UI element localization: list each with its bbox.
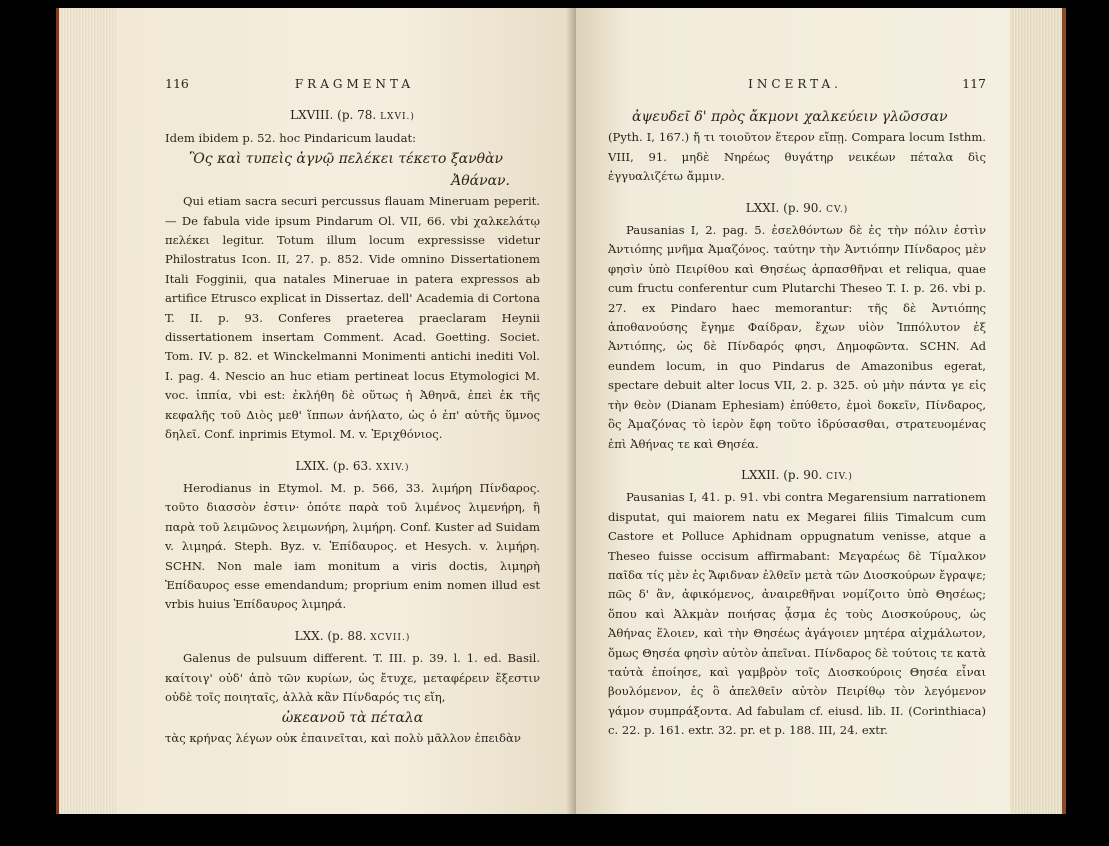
open-book: [56, 8, 1066, 814]
page-edges-left: [56, 8, 121, 814]
section-body: Pausanias I, 2. pag. 5. ἐσελθόντων δὲ ἐς τὴν πόλιν ἐστὶν Ἀντιόπης μνῆμα Ἀμαζόνος. ταύτην τὴν Ἀντιόπην Πίνδαρος μὲν φησὶν ὑπὸ Πειρίθου καὶ Θησέως ἁρπασθῆναι et reliqua, quae cum fructu conferentur cum Plutarchi Theseo T. I. p. 26. vbi p. 27. ex Pindaro haec memorantur: τῆς δὲ Ἀντιόπης ἀποθανούσης ἔγημε Φαίδραν, ἔχων υἱὸν Ἱππόλυτον ἐξ Ἀντιόπης, ὡς δὲ Πίνδαρός φησι, Δημοφῶντα. SCHN. Ad eundem locum, in quo Pindarus de Amazonibus egerat, spectare debuit alter locus VII, 2. p. 325. οὐ μὴν πάντα γε εἰς τὴν θεὸν (Dianam Ephesiam) ἐπύθετο, ἐμοὶ δοκεῖν, Πίνδαρος, ὃς Ἀμαζόνας τὸ ἱερὸν ἔφη τοῦτο ἱδρύσασθαι, στρατευομένας ἐπὶ Ἀθήνας τε καὶ Θησέα.: [608, 223, 986, 451]
left-page: [116, 8, 576, 814]
right-running-head: [608, 74, 986, 94]
section-body: Qui etiam sacra securi percussus flauam Mineruam peperit. — De fabula vide ipsum Pindarum Ol. VII, 66. vbi χαλκελάτῳ πελέκει legitur. Totum illum locum expressisse videtur Philostratus Icon. II, 27. p. 852. Vide omnino Dissertationem Itali Fogginii, qua natales Mineruae in patera expressos ab artifice Etrusco explicat in Dissertaz. dell' Academia di Cortona T. II. p. 93. Conferes praeterea praeclaram Heynii dissertationem insertam Comment. Acad. Goetting. Societ. Tom. IV. p. 82. et Winckelmanni Monimenti antichi inediti Vol. I. pag. 4. Nescio an huc etiam pertineat locus Etymologici M. voc. ἱππία, vbi est: ἐκλήθη δὲ οὕτως ἡ Ἀθηνᾶ, ἐπεὶ ἐκ τῆς κεφαλῆς τοῦ Διὸς μεθ' ἵππων ἀνήλατο, ὡς ὁ ἐπ' αὐτῆς ὕμνος δηλεῖ. Conf. inprimis Etymol. M. v. Ἐριχθόνιος.: [165, 194, 540, 442]
section-heading-lxix: LXIX. (p. 63. XXIV.): [295, 458, 410, 473]
left-column: [165, 74, 540, 749]
section-heading-lxxi: LXXI. (p. 90. CV.): [745, 200, 849, 215]
right-column: [608, 74, 986, 741]
right-page: [576, 8, 1016, 814]
section-body: Pausanias I, 41. p. 91. vbi contra Megarensium narrationem disputat, qui maiorem natu ex Megarei filiis Timalcum cum Castore et Polluce Aphidnam oppugnatum venisse, atque a Theseo fuisse occisum affirmabant: Μεγαρέως δὲ Τίμαλκον παῖδα τίς μὲν ἐς Ἄφιδναν ἐλθεῖν μετὰ τῶν Διοσκούρων ἔγραψε; πῶς δ' ἂν, ἀφικόμενος, ἀναιρεθῆναι νομίζοιτο ὑπὸ Θησέως; ὅπου καὶ Ἀλκμὰν ποιήσας ᾆσμα ἐς τοὺς Διοσκούρους, ὡς Ἀθήνας ἕλοιεν, καὶ τὴν Θησέως ἀγάγοιεν μητέρα αἰχμάλωτον, ὅμως Θησέα φησὶν αὐτὸν ἀπεῖναι. Πίνδαρος δὲ τούτοις τε κατὰ ταὐτὰ ἐποίησε, καὶ γαμβρὸν τοῖς Διοσκούροις Θησέα εἶναι βουλόμενον, ἐς ὃ ἀπελθεῖν αὐτὸν Πειρίθῳ τὸν λεγόμενον γάμον συμπράξοντα. Ad fabulam cf. eiusd. lib. II. (Corinthiaca) c. 22. p. 161. extr. 32. pr. et p. 188. III, 24. extr.: [608, 490, 986, 738]
section-intro: Idem ibidem p. 52. hoc Pindaricum laudat:: [165, 130, 417, 145]
section-tail: τὰς κρήνας λέγων οὐκ ἐπαινεῖται, καὶ πολὺ μᾶλλον ἐπειδὰν: [165, 731, 521, 746]
greek-quote-line2: Ἀθάναν.: [451, 173, 510, 190]
right-running-title: INCERTA.: [748, 77, 842, 91]
left-page-number: 116: [165, 76, 189, 91]
right-page-number: 117: [962, 76, 986, 91]
section-heading-lxviii: LXVIII. (p. 78. LXVI.): [290, 108, 415, 123]
section-body: Herodianus in Etymol. M. p. 566, 33. λιμήρη Πίνδαρος. τοῦτο διασσὸν ἐστιν· ὁπότε παρὰ τοῦ λιμένος λιμενήρη, ἢ παρὰ τοῦ λειμῶνος λειμωνήρη, λιμήρη. Conf. Kuster ad Suidam v. λιμηρά. Steph. Byz. v. Ἐπίδαυρος. et Hesych. v. λιμήρη. SCHN. Non male iam monitum a viris doctis, λιμηρὴ Ἐπίδαυρος esse emendandum; proprium enim nomen illud est vrbis huius Ἐπίδαυρος λιμηρά.: [165, 480, 540, 612]
page-edges-right: [1010, 8, 1066, 814]
opening-body: (Pyth. I, 167.) ἤ τι τοιοῦτον ἕτερον εἴπῃ. Compara locum Isthm. VIII, 91. μηδὲ Νηρέως θυγάτηρ νεικέων πέταλα δὶς ἐγγυαλιζέτω ἄμμιν.: [608, 130, 986, 184]
greek-quote: ὠκεανοῦ τὰ πέταλα: [281, 710, 424, 727]
greek-quote: ἀψευδεῖ δ' πρὸς ἄκμονι χαλκεύειν γλῶσσαν: [632, 109, 948, 126]
section-body: Galenus de pulsuum different. T. III. p. 39. l. 1. ed. Basil. καίτοιγ' οὐδ' ἀπὸ τῶν κυρίων, ὡς ἔτυχε, μεταφέρειν ἔξεστιν οὐδὲ τοῖς ποιηταῖς, ἀλλὰ κἂν Πίνδαρός τις εἴη,: [165, 651, 540, 704]
section-heading-lxx: LXX. (p. 88. XCVII.): [294, 628, 411, 643]
left-running-title: FRAGMENTA: [294, 77, 415, 91]
left-running-head: [165, 74, 540, 94]
section-heading-lxxii: LXXII. (p. 90. CIV.): [741, 467, 853, 482]
greek-quote-line1: Ὃς καὶ τυπεὶς ἀγνῷ πελέκει τέκετο ξανθὰν: [189, 151, 503, 168]
